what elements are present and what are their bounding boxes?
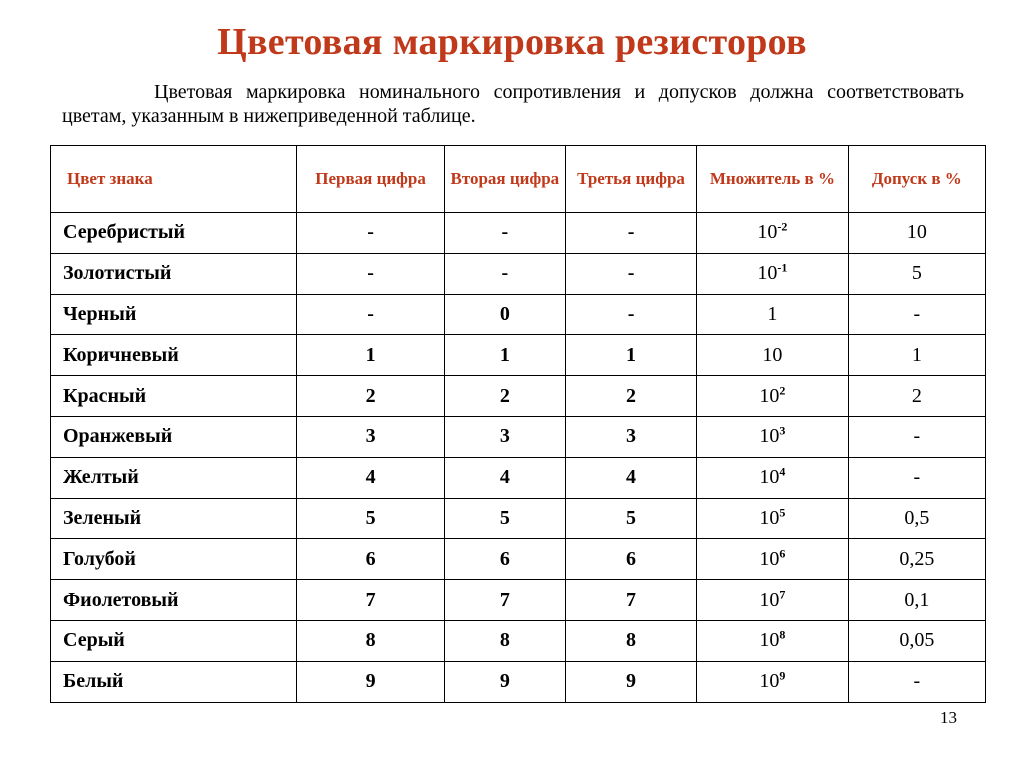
color-name-cell: Черный — [51, 294, 297, 335]
multiplier-base: 10 — [759, 384, 780, 407]
multiplier-exponent: 3 — [779, 423, 786, 438]
third-digit-cell: 6 — [565, 539, 696, 580]
tolerance-cell: 0,25 — [848, 539, 985, 580]
header-tolerance: Допуск в % — [848, 146, 985, 213]
header-multiplier: Множитель в % — [697, 146, 848, 213]
color-name-cell: Оранжевый — [51, 416, 297, 457]
third-digit-cell: - — [565, 213, 696, 254]
multiplier-base: 10 — [759, 629, 780, 652]
third-digit-cell: 2 — [565, 376, 696, 417]
color-name-cell: Зеленый — [51, 498, 297, 539]
first-digit-cell: 4 — [297, 457, 444, 498]
first-digit-cell: 6 — [297, 539, 444, 580]
multiplier-cell — [697, 498, 848, 539]
multiplier-exponent: 2 — [779, 382, 786, 397]
second-digit-cell: 2 — [444, 376, 565, 417]
multiplier-base: 10 — [757, 221, 778, 244]
second-digit-cell: - — [444, 253, 565, 294]
table-row — [51, 661, 986, 702]
tolerance-cell: - — [848, 416, 985, 457]
table-row — [51, 376, 986, 417]
third-digit-cell: 4 — [565, 457, 696, 498]
second-digit-cell: 9 — [444, 661, 565, 702]
third-digit-cell: 5 — [565, 498, 696, 539]
header-color: Цвет знака — [51, 146, 297, 213]
third-digit-cell: 8 — [565, 620, 696, 661]
multiplier-cell — [697, 376, 848, 417]
table-row — [51, 457, 986, 498]
multiplier-exponent: 7 — [779, 586, 786, 601]
first-digit-cell: - — [297, 253, 444, 294]
tolerance-cell: 0,5 — [848, 498, 985, 539]
tolerance-cell: 2 — [848, 376, 985, 417]
multiplier-exponent: -2 — [777, 219, 788, 234]
table-row — [51, 498, 986, 539]
multiplier-exponent: -1 — [777, 260, 788, 275]
tolerance-cell: - — [848, 661, 985, 702]
color-name-cell: Золотистый — [51, 253, 297, 294]
second-digit-cell: 5 — [444, 498, 565, 539]
second-digit-cell: 3 — [444, 416, 565, 457]
third-digit-cell: - — [565, 294, 696, 335]
table-row — [51, 416, 986, 457]
multiplier-base: 10 — [757, 262, 778, 285]
table-row — [51, 294, 986, 335]
multiplier-cell — [697, 580, 848, 621]
second-digit-cell: 0 — [444, 294, 565, 335]
multiplier-base: 1 — [767, 302, 778, 325]
first-digit-cell: 3 — [297, 416, 444, 457]
multiplier-base: 10 — [759, 506, 780, 529]
multiplier-exponent: 5 — [779, 505, 786, 520]
table-row — [51, 580, 986, 621]
first-digit-cell: 1 — [297, 335, 444, 376]
color-name-cell: Белый — [51, 661, 297, 702]
page-number: 13 — [940, 708, 957, 727]
table-row — [51, 539, 986, 580]
second-digit-cell: 8 — [444, 620, 565, 661]
multiplier-cell — [697, 620, 848, 661]
multiplier-exponent: 9 — [779, 668, 786, 683]
first-digit-cell: 2 — [297, 376, 444, 417]
multiplier-cell — [697, 335, 848, 376]
multiplier-exponent: 8 — [779, 627, 786, 642]
multiplier-exponent: 6 — [779, 546, 786, 561]
color-name-cell: Серебристый — [51, 213, 297, 254]
header-first-digit: Первая цифра — [297, 146, 444, 213]
multiplier-base: 10 — [759, 547, 780, 570]
color-name-cell: Серый — [51, 620, 297, 661]
second-digit-cell: 1 — [444, 335, 565, 376]
intro-paragraph: Цветовая маркировка номинального сопротивления и допусков должна соответствовать цветам, указанным в нижеприведенной таблице. — [62, 81, 964, 127]
multiplier-cell — [697, 416, 848, 457]
first-digit-cell: 5 — [297, 498, 444, 539]
third-digit-cell: 1 — [565, 335, 696, 376]
tolerance-cell: - — [848, 457, 985, 498]
tolerance-cell: 0,1 — [848, 580, 985, 621]
first-digit-cell: 8 — [297, 620, 444, 661]
first-digit-cell: 7 — [297, 580, 444, 621]
tolerance-cell: 10 — [848, 213, 985, 254]
color-name-cell: Красный — [51, 376, 297, 417]
tolerance-cell: 5 — [848, 253, 985, 294]
second-digit-cell: - — [444, 213, 565, 254]
multiplier-base: 10 — [759, 425, 780, 448]
multiplier-base: 10 — [759, 466, 780, 489]
table-row — [51, 213, 986, 254]
third-digit-cell: 3 — [565, 416, 696, 457]
table-row — [51, 335, 986, 376]
first-digit-cell: - — [297, 294, 444, 335]
color-name-cell: Коричневый — [51, 335, 297, 376]
third-digit-cell: 9 — [565, 661, 696, 702]
second-digit-cell: 7 — [444, 580, 565, 621]
multiplier-cell — [697, 539, 848, 580]
tolerance-cell: 0,05 — [848, 620, 985, 661]
color-name-cell: Желтый — [51, 457, 297, 498]
table-row — [51, 620, 986, 661]
first-digit-cell: 9 — [297, 661, 444, 702]
table-row — [51, 253, 986, 294]
second-digit-cell: 4 — [444, 457, 565, 498]
multiplier-cell — [697, 661, 848, 702]
multiplier-cell — [697, 213, 848, 254]
header-second-digit: Вторая цифра — [444, 146, 565, 213]
header-third-digit: Третья цифра — [565, 146, 696, 213]
table-header-row — [51, 146, 986, 213]
color-name-cell: Фиолетовый — [51, 580, 297, 621]
multiplier-base: 10 — [759, 670, 780, 693]
resistor-color-table — [50, 145, 986, 703]
multiplier-cell — [697, 294, 848, 335]
first-digit-cell: - — [297, 213, 444, 254]
tolerance-cell: 1 — [848, 335, 985, 376]
third-digit-cell: 7 — [565, 580, 696, 621]
slide-title: Цветовая маркировка резисторов — [217, 21, 807, 63]
multiplier-cell — [697, 253, 848, 294]
multiplier-base: 10 — [759, 588, 780, 611]
multiplier-exponent: 4 — [779, 464, 786, 479]
multiplier-cell — [697, 457, 848, 498]
second-digit-cell: 6 — [444, 539, 565, 580]
third-digit-cell: - — [565, 253, 696, 294]
tolerance-cell: - — [848, 294, 985, 335]
multiplier-base: 10 — [762, 343, 783, 366]
color-name-cell: Голубой — [51, 539, 297, 580]
